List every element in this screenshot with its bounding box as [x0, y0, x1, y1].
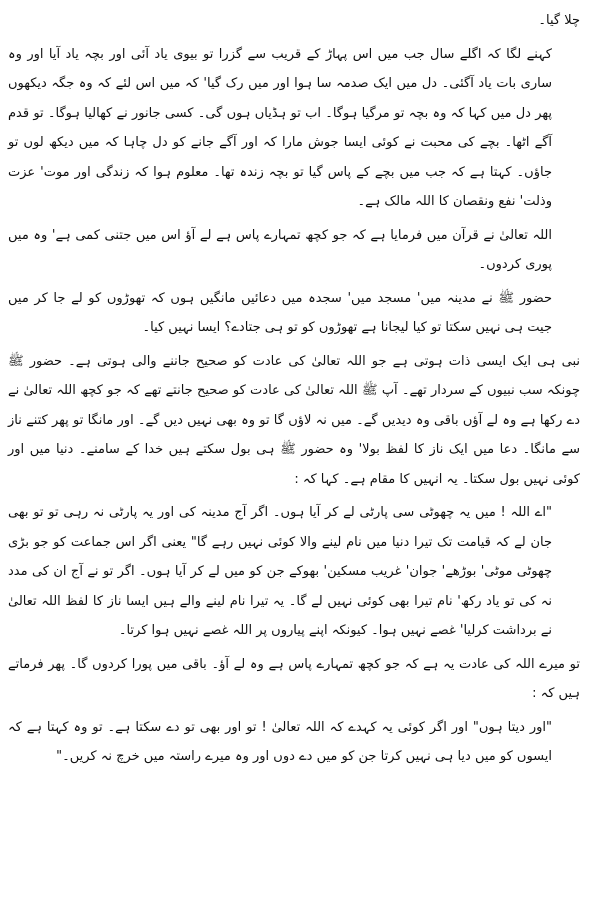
- paragraph-prophet-nature: نبی ہی ایک ایسی ذات ہوتی ہے جو اللہ تعالیٰ کی عادت کو صحیح جاننے والی ہوتی ہے۔ حضور ﷺ چونکہ سب نبیوں کے سردار تھے۔ آپ ﷺ اللہ تعالیٰ کی عادت کو صحیح جانتے تھے کہ جو کچھ اللہ تعالیٰ نے دے رکھا ہے وہ لے آؤں باقی وہ دیدیں گے۔ میں نہ لاؤں گا تو وہ بھی نہیں دیں گے۔ اور مانگا تو پھر کتنے ناز سے مانگا۔ دعا میں ایک ناز کا لفظ بولا' وہ حضور ﷺ ہی بول سکتے ہیں خدا کے سامنے۔ دنیا میں اور کوئی نہیں بول سکتا۔ یہ انہیں کا مقام ہے۔ کہا کہ :: [8, 353, 580, 487]
- paragraph-closing-quote: "اور دیتا ہوں" اور اگر کوئی یہ کہدے کہ اللہ تعالیٰ ! تو اور بھی تو دے سکتا ہے۔ تو وہ کہتا ہے کہ ایسوں کو میں دیا ہی نہیں کرتا جن کو میں دے دوں اور وہ میرے راستہ میں خرچ نہ کریں۔": [8, 719, 552, 764]
- paragraph-quran: اللہ تعالیٰ نے قرآن میں فرمایا ہے کہ جو کچھ تمہارے پاس ہے لے آؤ اس میں جتنی کمی ہے' وہ میں پوری کردوں۔: [8, 227, 552, 272]
- paragraph-story: کہنے لگا کہ اگلے سال جب میں اس پہاڑ کے قریب سے گزرا تو بیوی یاد آئی اور بچہ یاد آیا اور وہ ساری بات یاد آگئی۔ دل میں ایک صدمہ سا ہوا اور میں رک گیا' کہ میں اس لئے کہ وہ جگہ دیکھوں پھر دل میں کہا کہ وہ بچہ تو مرگیا ہوگا۔ اب تو ہڈیاں ہوں گی۔ کسی جانور نے کھالیا ہوگا۔ تو قدم آگے اٹھا۔ بچے کی محبت نے کوئی ایسا جوش مارا کہ اور آگے جانے کو دل چاہا کہ میں دیکھ لوں تو جاؤں۔ کہتا ہے کہ جب میں بچے کے پاس گیا تو بچہ زندہ تھا۔ معلوم ہوا کہ زندگی اور موت' عزت وذلت' نفع ونقصان کا اللہ مالک ہے۔: [8, 46, 552, 209]
- paragraph-allah-habit: تو میرے اللہ کی عادت یہ ہے کہ جو کچھ تمہارے پاس ہے وہ لے آؤ۔ باقی میں پورا کردوں گا۔ پھر فرماتے ہیں کہ :: [8, 656, 580, 701]
- paragraph-prophet-prayer: حضور ﷺ نے مدینہ میں' مسجد میں' سجدہ میں دعائیں مانگیں ہوں کہ تھوڑوں کو لے جا کر میں جیت ہی نہیں سکتا تو کیا لیجانا ہے تھوڑوں کو تو ہی جتادے؟ ایسا نہیں کیا۔: [8, 290, 552, 335]
- paragraph-opening: چلا گیا۔: [538, 13, 580, 28]
- paragraph-supplication-quote: "اے اللہ ! میں یہ چھوٹی سی پارٹی لے کر آیا ہوں۔ اگر آج مدینہ کی اور یہ پارٹی نہ رہی تو تو بھی جان لے کہ قیامت تک تیرا دنیا میں نام لینے والا کوئی نہیں رہے گا" یعنی اگر اس جماعت کو جو بڑی چھوٹی موٹی' بوڑھے' جوان' غریب مسکین' بھوکے جن کو میں لے کر آیا ہوں۔ اگر تو نے آج ان کی مدد نہ کی تو یاد رکھ' نام تیرا بھی کوئی نہیں لے گا۔ یہ تیرا نام لینے والے ہیں ایسا ناز کا لفظ اللہ تعالیٰ نے برداشت کرلیا' غصے نہیں ہوا۔ کیونکہ اپنے پیاروں پر اللہ غصے نہیں ہوا کرتا۔: [8, 505, 552, 638]
